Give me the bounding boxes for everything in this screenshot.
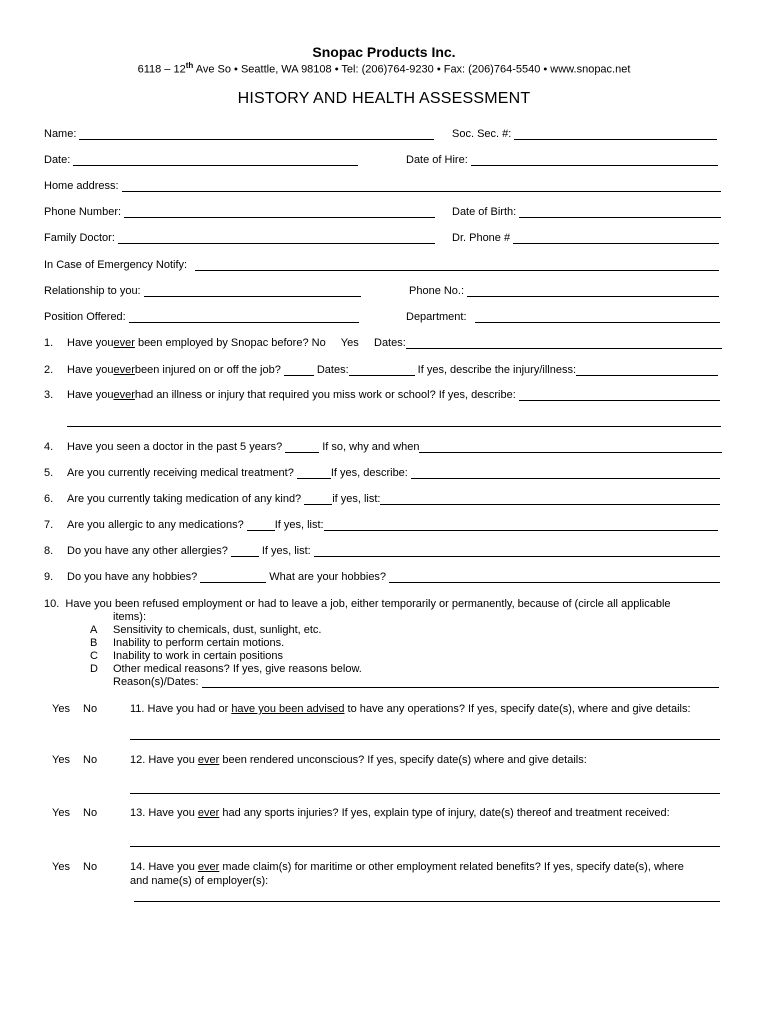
question-2[interactable]: 2. Have you ever been injured on or off the job? Dates: If yes, describe the injury/illness: <box>44 364 718 376</box>
answer-line-14[interactable] <box>134 900 720 902</box>
company-address: 6118 – 12th Ave So • Seattle, WA 98108 • Tel: (206)764-9230 • Fax: (206)764-5540 • www.snopac.net <box>137 61 631 76</box>
question-6[interactable]: 6. Are you currently taking medication of any kind? if yes, list: <box>44 493 720 505</box>
question-14-cont: and name(s) of employer(s): <box>130 875 269 887</box>
question-14: 14. Have you ever made claim(s) for maritime or other employment related benefits? If yes, specify date(s), where <box>130 861 684 873</box>
option-a[interactable]: A Sensitivity to chemicals, dust, sunlight, etc. <box>90 624 322 636</box>
answer-line-12[interactable] <box>130 792 720 794</box>
no-option-12[interactable]: No <box>83 754 98 766</box>
question-10: 10. Have you been refused employment or had to leave a job, either temporarily or permanently, because of (circle all applicable <box>44 598 671 610</box>
name-field[interactable]: Name: <box>44 128 434 140</box>
no-option-11[interactable]: No <box>83 703 98 715</box>
department-field[interactable]: Department: <box>406 311 720 323</box>
question-13: 13. Have you ever had any sports injuries? If yes, explain type of injury, date(s) thereof and treatment received: <box>130 807 670 819</box>
date-of-hire-field[interactable]: Date of Hire: <box>406 154 718 166</box>
phone-number-field[interactable]: Phone Number: <box>44 206 435 218</box>
relationship-field[interactable]: Relationship to you: <box>44 285 361 297</box>
question-9[interactable]: 9. Do you have any hobbies? What are your hobbies? <box>44 571 720 583</box>
yes-option-13[interactable]: Yes <box>52 807 70 819</box>
answer-line-11[interactable] <box>130 738 720 740</box>
family-doctor-field[interactable]: Family Doctor: <box>44 232 435 244</box>
yes-option-14[interactable]: Yes <box>52 861 70 873</box>
date-of-birth-field[interactable]: Date of Birth: <box>452 206 721 218</box>
emergency-contact-field[interactable]: In Case of Emergency Notify: <box>44 259 719 271</box>
ssn-field[interactable]: Soc. Sec. #: <box>452 128 717 140</box>
question-11: 11. Have you had or have you been advised to have any operations? If yes, specify date(s), where and give details: <box>130 703 691 715</box>
question-4[interactable]: 4. Have you seen a doctor in the past 5 years? If so, why and when <box>44 441 722 453</box>
reasons-dates-field[interactable]: Reason(s)/Dates: <box>113 676 719 688</box>
no-option-14[interactable]: No <box>83 861 98 873</box>
no-option-13[interactable]: No <box>83 807 98 819</box>
question-7[interactable]: 7. Are you allergic to any medications? If yes, list: <box>44 519 718 531</box>
yes-option-12[interactable]: Yes <box>52 754 70 766</box>
answer-line-3[interactable] <box>67 425 721 427</box>
option-c[interactable]: C Inability to work in certain positions <box>90 650 283 662</box>
emergency-phone-field[interactable]: Phone No.: <box>409 285 719 297</box>
option-b[interactable]: B Inability to perform certain motions. <box>90 637 285 649</box>
position-offered-field[interactable]: Position Offered: <box>44 311 359 323</box>
form-title: HISTORY AND HEALTH ASSESSMENT <box>237 90 531 107</box>
doctor-phone-field[interactable]: Dr. Phone # <box>452 232 719 244</box>
option-d[interactable]: D Other medical reasons? If yes, give reasons below. <box>90 663 362 675</box>
question-10-cont: items): <box>113 611 146 623</box>
company-name: Snopac Products Inc. <box>312 44 456 60</box>
home-address-field[interactable]: Home address: <box>44 180 721 192</box>
yes-option-11[interactable]: Yes <box>52 703 70 715</box>
question-1[interactable]: 1. Have you ever been employed by Snopac before? No Yes Dates: <box>44 337 722 349</box>
question-3[interactable]: 3. Have you ever had an illness or injury that required you miss work or school? If yes, describe: <box>44 389 720 401</box>
question-12: 12. Have you ever been rendered unconscious? If yes, specify date(s) where and give details: <box>130 754 587 766</box>
date-field[interactable]: Date: <box>44 154 358 166</box>
question-5[interactable]: 5. Are you currently receiving medical treatment? If yes, describe: <box>44 467 720 479</box>
answer-line-13[interactable] <box>130 845 720 847</box>
question-8[interactable]: 8. Do you have any other allergies? If yes, list: <box>44 545 720 557</box>
